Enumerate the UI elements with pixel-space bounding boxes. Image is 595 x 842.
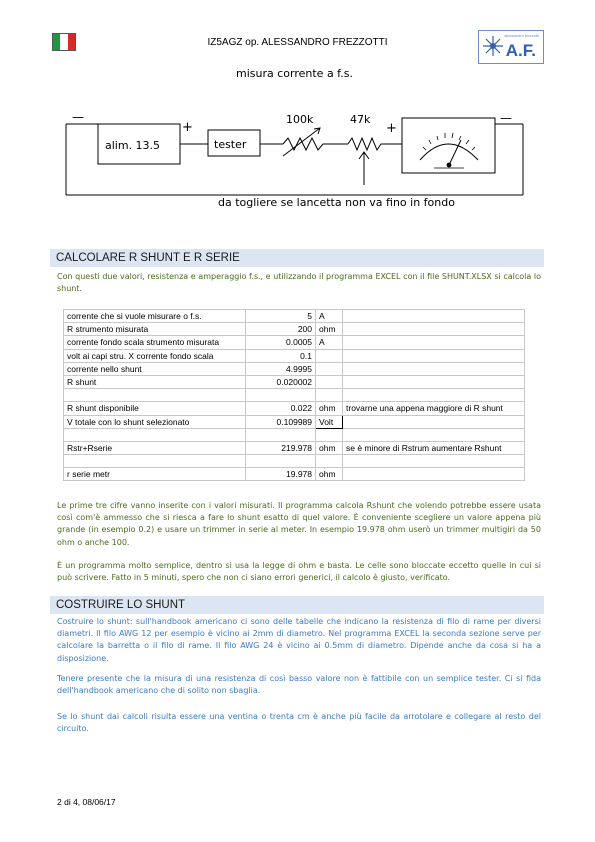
- table-cell: [316, 455, 343, 468]
- table-cell: corrente fondo scala strumento misurata: [64, 336, 246, 349]
- table-row: [64, 362, 525, 375]
- table-row: [64, 468, 525, 481]
- table-cell: Rstr+Rserie: [64, 441, 246, 454]
- table-cell: corrente nello shunt: [64, 362, 246, 375]
- table-cell: [316, 362, 343, 375]
- table-cell: [343, 389, 525, 402]
- tester-label: tester: [214, 138, 247, 151]
- table-cell: ohm: [316, 441, 343, 454]
- table-cell: ohm: [316, 402, 343, 415]
- table-cell: [64, 455, 246, 468]
- table-cell: 19.978: [246, 468, 316, 481]
- table-cell: 200: [246, 323, 316, 336]
- table-cell: 0.1: [246, 349, 316, 362]
- table-cell: A: [316, 336, 343, 349]
- table-cell: [246, 428, 316, 441]
- table-cell: R shunt: [64, 375, 246, 388]
- table-row: [64, 455, 525, 468]
- table-row: [64, 375, 525, 388]
- table-cell: [343, 415, 525, 428]
- table-cell: [316, 349, 343, 362]
- table-cell: [343, 428, 525, 441]
- table-cell: [316, 428, 343, 441]
- diagram-note: da togliere se lancetta non va fino in fondo: [218, 196, 455, 209]
- table-cell: corrente che si vuole misurare o f.s.: [64, 310, 246, 323]
- section2-paragraph-2: Tenere presente che la misura di una resistenza di così basso valore non è fattibile con un semplice tester. Ci si fida dell'handbook americano che di solito non sbaglia.: [57, 674, 541, 696]
- section2-paragraph-3: Se lo shunt dai calcoli risulta essere una ventina o trenta cm è anche più facile da arrotolare e collegare al resto del circuito.: [57, 712, 541, 734]
- table-cell: [343, 362, 525, 375]
- table-cell: 219.978: [246, 441, 316, 454]
- table-row: [64, 323, 525, 336]
- table-cell: R shunt disponibile: [64, 402, 246, 415]
- resistor-47k-label: 47k: [350, 113, 371, 126]
- plus-sign-meter: +: [386, 121, 397, 136]
- table-cell: se è minore di Rstrum aumentare Rshunt: [343, 441, 525, 454]
- table-cell: 4.9995: [246, 362, 316, 375]
- table-cell: ohm: [316, 323, 343, 336]
- table-row: [64, 415, 525, 428]
- table-cell: [246, 455, 316, 468]
- table-row: [64, 349, 525, 362]
- page-footer: 2 di 4, 08/06/17: [57, 797, 116, 807]
- table-cell: [343, 323, 525, 336]
- table-row: [64, 441, 525, 454]
- header-title: IZ5AGZ op. ALESSANDRO FREZZOTTI: [207, 37, 388, 48]
- table-cell: 0.0005: [246, 336, 316, 349]
- logo-text: A.F.: [505, 41, 536, 60]
- table-cell: trovarne una appena maggiore di R shunt: [343, 402, 525, 415]
- table-cell: ohm: [316, 468, 343, 481]
- section-heading-calcolare: CALCOLARE R SHUNT E R SERIE: [50, 249, 544, 267]
- table-cell: [343, 310, 525, 323]
- table-cell: 0.020002: [246, 375, 316, 388]
- star-logo-icon: [482, 35, 504, 57]
- table-cell: [316, 375, 343, 388]
- section2-paragraph-1: Costruire lo shunt: sull'handbook americano ci sono delle tabelle che indicano la resistenza di filo di rame per diversi diametri. Il filo AWG 12 per esempio è vicino ai 2mm di diametro. Nel programma EXCEL la seconda sezione serve per calcolare la barretta o il filo di rame. Il filo AWG 24 è vicino ai 0.5mm di diametro. Dipende anche da cosa si ha a disposizione.: [57, 617, 541, 663]
- table-cell: [246, 389, 316, 402]
- logo: [478, 30, 544, 64]
- table-cell: [343, 375, 525, 388]
- table-cell: 0.022: [246, 402, 316, 415]
- table-cell: [343, 336, 525, 349]
- table-cell: volt ai capi stru. X corrente fondo scala: [64, 349, 246, 362]
- table-row: [64, 402, 525, 415]
- minus-sign-right: —: [500, 111, 512, 125]
- table-cell: [343, 455, 525, 468]
- table-row: [64, 336, 525, 349]
- table-row: [64, 389, 525, 402]
- section1-paragraph-2: È un programma molto semplice, dentro si usa la legge di ohm e basta. Le celle sono bloccate eccetto quelle in cui si può scrivere. Fatto in 5 minuti, spero che non ci siano errori generici, il calcolo è giusto, verificato.: [57, 561, 541, 583]
- section-heading-costruire: COSTRUIRE LO SHUNT: [50, 596, 544, 614]
- circuit-diagram: [58, 60, 533, 250]
- logo-small-text: alessandro frezzotti: [504, 33, 539, 38]
- diagram-title: misura corrente a f.s.: [236, 67, 353, 80]
- table-cell: A: [316, 310, 343, 323]
- table-cell: [343, 468, 525, 481]
- section1-paragraph-1: Le prime tre cifre vanno inserite con i valori misurati. Il programma calcola Rshunt che volendo potrebbe essere usata così com'è ammesso che si riesca a fare lo shunt esatto di quel valore. È conveniente scegliere un valore appena più grande (in esempio 0.2) e usare un trimmer in serie al meter. In esempio 19.978 ohm userò un trimmer multigiri da 50 ohm o anche 100.: [57, 501, 541, 547]
- shunt-calc-table: [63, 309, 525, 481]
- table-cell: r serie metr: [64, 468, 246, 481]
- plus-sign-power: +: [182, 120, 193, 135]
- table-cell: [343, 349, 525, 362]
- table-row: [64, 428, 525, 441]
- table-cell: 0.109989: [246, 415, 316, 428]
- table-cell: [64, 389, 246, 402]
- table-cell: [64, 428, 246, 441]
- table-cell: R strumento misurata: [64, 323, 246, 336]
- resistor-100k-label: 100k: [286, 113, 314, 126]
- table-cell: 5: [246, 310, 316, 323]
- power-supply-label: alim. 13.5: [105, 139, 161, 152]
- table-cell: [316, 389, 343, 402]
- table-cell: V totale con lo shunt selezionato: [64, 415, 246, 428]
- section1-intro: Con questi due valori, resistenza e amperaggio f.s., e utilizzando il programma EXCEL con il file SHUNT.XLSX si calcola lo shunt.: [57, 272, 541, 294]
- minus-sign-left: —: [72, 110, 84, 124]
- table-row: [64, 310, 525, 323]
- table-cell: Volt: [316, 415, 343, 428]
